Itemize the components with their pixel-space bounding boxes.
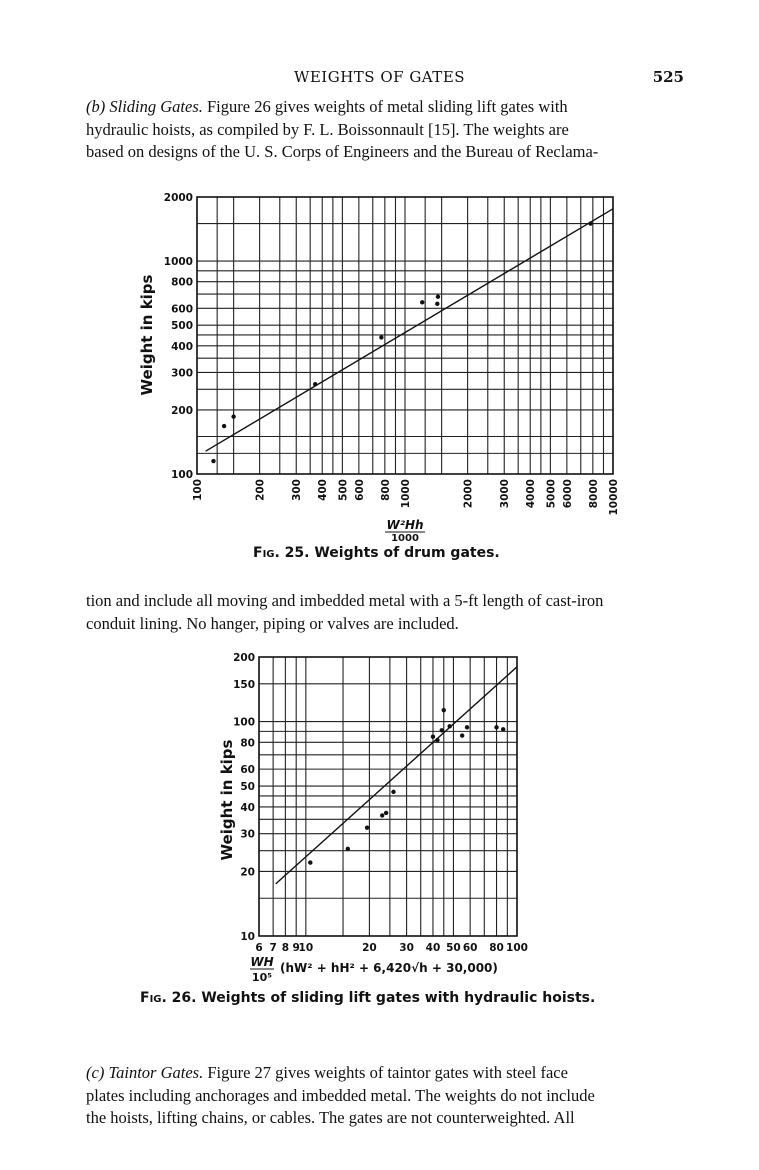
paragraph-text: Figure 26 gives weights of metal sliding lift gates with	[202, 97, 568, 116]
figure-caption-text: Weights of sliding lift gates with hydraulic hoists.	[201, 990, 596, 1006]
data-point	[436, 295, 440, 299]
plot-frame	[259, 657, 517, 936]
y-tick-label: 400	[171, 340, 193, 353]
y-tick-label: 500	[171, 320, 193, 333]
x-tick-label: 600	[353, 479, 366, 501]
x-tick-label: 1000	[400, 479, 412, 509]
x-axis-label-denominator: 1000	[391, 533, 419, 544]
figure-caption	[140, 990, 595, 1006]
y-tick-label: 2000	[163, 192, 193, 204]
x-tick-label: 100	[192, 479, 204, 501]
y-tick-label: 200	[171, 404, 193, 417]
x-tick-label: 800	[379, 479, 392, 501]
paragraph-line: plates including anchorages and imbedded metal. The weights do not include	[86, 1085, 595, 1105]
figure-caption	[253, 545, 500, 561]
x-tick-label: 30	[399, 942, 414, 954]
fit-line	[276, 667, 517, 884]
data-point	[211, 459, 215, 463]
x-tick-label: 50	[446, 942, 461, 954]
data-point	[222, 424, 226, 428]
y-tick-label: 800	[171, 276, 193, 289]
data-point	[435, 302, 439, 306]
x-tick-label: 40	[425, 942, 441, 954]
data-point	[465, 725, 469, 729]
section-label: (b)	[86, 97, 106, 116]
data-point	[435, 738, 439, 742]
x-tick-label: 100	[506, 942, 528, 954]
data-point	[494, 725, 498, 729]
data-point	[588, 221, 592, 225]
data-point	[365, 825, 369, 829]
x-tick-label: 9	[292, 942, 300, 954]
data-point	[447, 724, 451, 728]
x-tick-label: 8000	[587, 479, 600, 509]
x-axis-label-numerator: WH	[250, 955, 274, 969]
x-tick-label: 8	[281, 942, 290, 954]
data-point	[313, 382, 317, 386]
section-label: (c)	[86, 1063, 105, 1082]
y-tick-label: 80	[240, 737, 255, 750]
x-tick-label: 400	[317, 479, 330, 501]
chart-fig26	[140, 652, 595, 1006]
chart-fig25	[138, 192, 620, 561]
fit-line	[206, 209, 613, 451]
data-point	[460, 733, 464, 737]
y-tick-label: 30	[240, 828, 255, 841]
figure-number: Fig. 25.	[253, 545, 315, 561]
y-axis-label: Weight in kips	[138, 274, 156, 396]
data-point	[420, 300, 424, 304]
data-point	[346, 847, 350, 851]
x-axis-label-numerator: W²Hh	[386, 518, 424, 532]
paragraph-line: tion and include all moving and imbedded metal with a 5-ft length of cast-iron	[86, 591, 604, 610]
y-tick-label: 50	[240, 781, 255, 794]
y-tick-label: 60	[240, 764, 255, 777]
x-tick-label: 80	[489, 942, 504, 954]
y-tick-label: 200	[233, 652, 255, 664]
data-point	[391, 790, 395, 794]
x-axis-label-denominator: 10⁵	[251, 971, 273, 984]
y-tick-label: 1000	[163, 256, 193, 269]
x-tick-label: 4000	[525, 479, 538, 509]
y-tick-label: 10	[240, 931, 255, 943]
y-tick-label: 20	[240, 866, 255, 879]
x-axis-label-expression: (hW² + hH² + 6,420√h + 30,000)	[280, 961, 498, 975]
x-tick-label: 3000	[499, 479, 512, 509]
x-tick-label: 5000	[545, 479, 558, 509]
figure-number: Fig. 26.	[140, 990, 202, 1006]
data-point	[440, 728, 444, 732]
x-tick-label: 6	[255, 942, 263, 954]
x-tick-label: 500	[337, 479, 350, 501]
x-tick-label: 2000	[462, 479, 475, 509]
data-point	[501, 727, 505, 731]
paragraph-line: based on designs of the U. S. Corps of Engineers and the Bureau of Reclama-	[86, 142, 599, 161]
y-tick-label: 150	[233, 678, 255, 691]
paragraph-line: conduit lining. No hanger, piping or valves are included.	[86, 613, 459, 633]
figure-caption-text: Weights of drum gates.	[314, 545, 500, 561]
y-tick-label: 40	[240, 801, 255, 814]
x-tick-label: 60	[462, 942, 478, 954]
x-tick-label: 300	[291, 479, 304, 501]
section-title: Taintor Gates.	[108, 1063, 204, 1082]
data-point	[384, 811, 388, 815]
x-tick-label: 10	[298, 942, 314, 954]
x-tick-label: 20	[362, 942, 377, 954]
x-tick-label: 10000	[608, 479, 620, 516]
section-title: Sliding Gates.	[109, 97, 203, 116]
paragraph-line: hydraulic hoists, as compiled by F. L. Boissonnault [15]. The weights are	[86, 119, 569, 139]
x-tick-label: 7	[269, 942, 277, 954]
data-point	[431, 734, 435, 738]
y-tick-label: 100	[233, 716, 255, 729]
y-tick-label: 300	[171, 367, 193, 380]
x-tick-label: 6000	[561, 479, 574, 509]
y-tick-label: 600	[171, 303, 193, 316]
data-point	[379, 335, 383, 339]
x-tick-label: 200	[254, 479, 267, 501]
paragraph-line: the hoists, lifting chains, or cables. The gates are not counterweighted. All	[86, 1108, 575, 1127]
data-point	[231, 414, 235, 418]
data-point	[308, 860, 312, 864]
data-point	[442, 708, 446, 712]
y-tick-label: 100	[171, 469, 193, 481]
data-point	[380, 813, 384, 817]
paragraph-text: Figure 27 gives weights of taintor gates with steel face	[203, 1063, 568, 1082]
y-axis-label: Weight in kips	[218, 739, 236, 861]
running-title: WEIGHTS OF GATES	[293, 68, 466, 86]
page-number: 525	[652, 68, 684, 86]
